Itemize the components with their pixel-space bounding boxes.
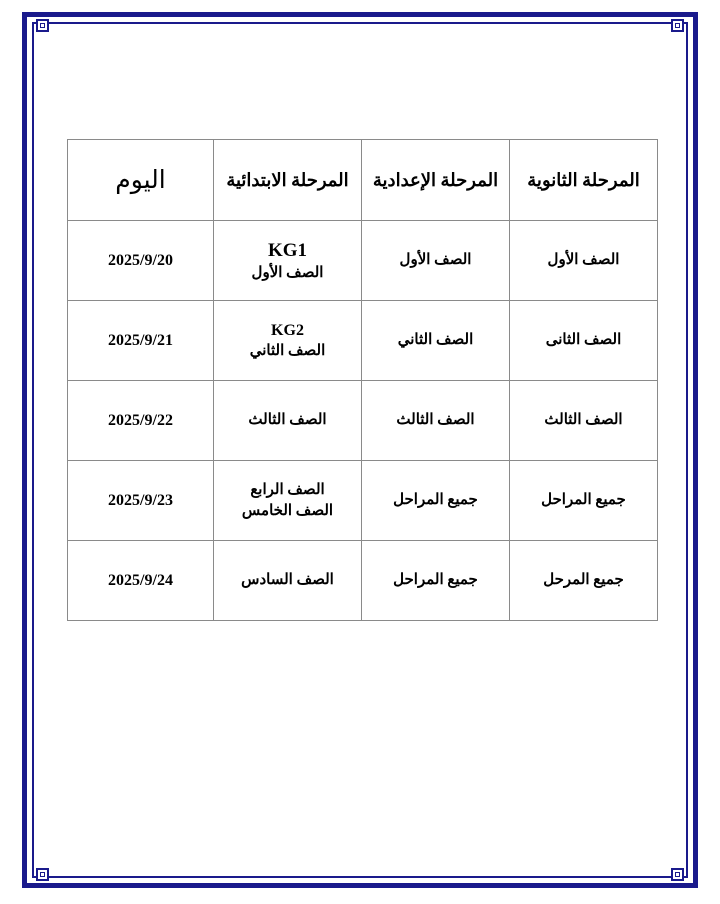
cell-primary [214, 461, 362, 541]
cell-preparatory: الصف الأول [362, 221, 510, 301]
schedule-table [67, 139, 658, 621]
cell-date: 2025/9/20 [68, 221, 214, 301]
cell-primary-bottom: الصف الأول [251, 265, 324, 282]
cell-preparatory: جميع المراحل [362, 461, 510, 541]
table-body [68, 221, 658, 621]
cell-secondary: جميع المرحل [510, 541, 658, 621]
cell-primary-top: الصف الرابع [250, 482, 325, 499]
cell-primary-bottom: الصف الثالث [248, 412, 327, 429]
table-header [68, 140, 658, 221]
table-row [68, 221, 658, 301]
corner-ornament-top-right [36, 19, 49, 32]
cell-primary-top: KG1 [267, 239, 308, 261]
cell-secondary: الصف الثانى [510, 301, 658, 381]
cell-primary-bottom: الصف الثاني [249, 343, 326, 360]
cell-preparatory: الصف الثاني [362, 301, 510, 381]
table-row [68, 461, 658, 541]
cell-date: 2025/9/24 [68, 541, 214, 621]
cell-primary [214, 221, 362, 301]
cell-date: 2025/9/21 [68, 301, 214, 381]
cell-preparatory: جميع المراحل [362, 541, 510, 621]
cell-primary [214, 381, 362, 461]
table-row [68, 381, 658, 461]
cell-primary-bottom: الصف السادس [241, 572, 334, 589]
corner-ornament-bottom-right [36, 868, 49, 881]
column-header-primary: المرحلة الابتدائية [214, 140, 362, 221]
table-row [68, 541, 658, 621]
cell-secondary: الصف الثالث [510, 381, 658, 461]
document-content [48, 40, 672, 860]
column-header-day: اليوم [68, 140, 214, 221]
corner-ornament-top-left [671, 19, 684, 32]
column-header-preparatory: المرحلة الإعدادية [362, 140, 510, 221]
cell-preparatory: الصف الثالث [362, 381, 510, 461]
table-header-row [68, 140, 658, 221]
cell-primary [214, 301, 362, 381]
table-row [68, 301, 658, 381]
cell-secondary: جميع المراحل [510, 461, 658, 541]
cell-primary-bottom: الصف الخامس [241, 502, 334, 519]
cell-date: 2025/9/23 [68, 461, 214, 541]
cell-date: 2025/9/22 [68, 381, 214, 461]
corner-ornament-bottom-left [671, 868, 684, 881]
cell-secondary: الصف الأول [510, 221, 658, 301]
cell-primary-top: KG2 [271, 321, 304, 339]
cell-primary [214, 541, 362, 621]
column-header-secondary: المرحلة الثانوية [510, 140, 658, 221]
